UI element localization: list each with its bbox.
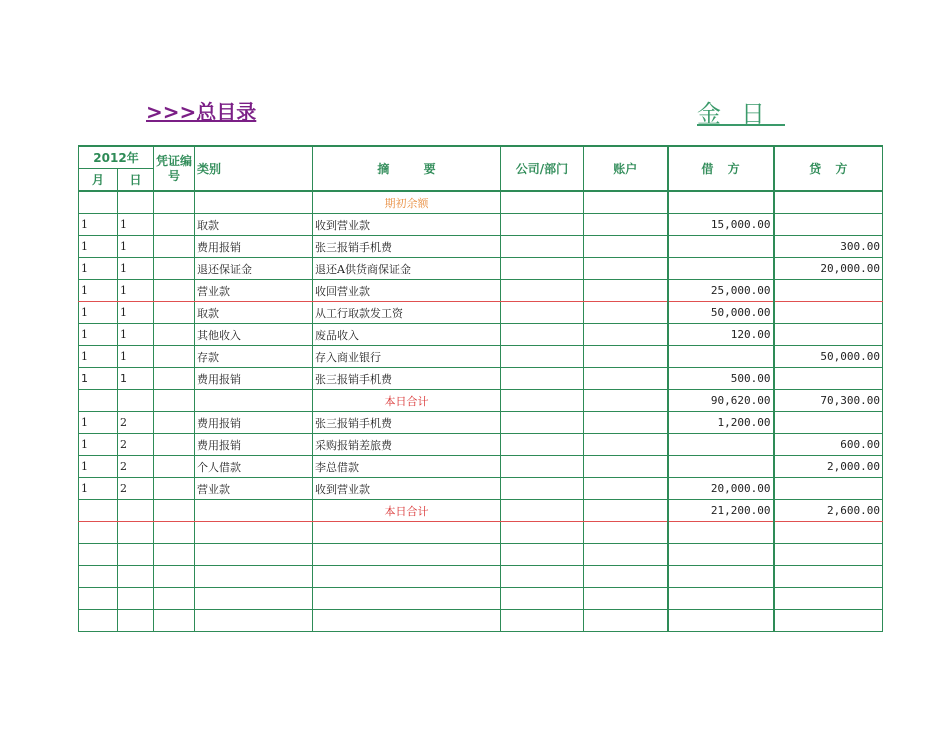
credit-header: 贷 方	[774, 146, 883, 191]
voucher-header: 凭证编号	[154, 146, 195, 191]
day-header: 日	[118, 169, 154, 192]
year-header: 2012年	[79, 146, 154, 169]
subtotal-debit[interactable]: 90,620.00	[668, 390, 774, 412]
table-row: 1 1 存款 存入商业银行 50,000.00	[79, 346, 883, 368]
opening-label[interactable]: 期初余额	[313, 191, 501, 214]
category-header: 类别	[195, 146, 313, 191]
table-row: 1 2 费用报销 张三报销手机费 1,200.00	[79, 412, 883, 434]
subtotal-label[interactable]: 本日合计	[313, 390, 501, 412]
debit-header: 借 方	[668, 146, 774, 191]
empty-row	[79, 544, 883, 566]
empty-row	[79, 566, 883, 588]
table-row: 1 1 取款 收到营业款 15,000.00	[79, 214, 883, 236]
subtotal-row	[79, 390, 883, 412]
ledger-table	[78, 145, 883, 632]
opening-row	[79, 191, 883, 214]
sheet-title: 金日	[697, 100, 785, 128]
table-row: 1 1 营业款 收回营业款 25,000.00	[79, 280, 883, 302]
empty-row	[79, 588, 883, 610]
account-header: 账户	[584, 146, 668, 191]
subtotal-row	[79, 500, 883, 522]
subtotal-label[interactable]: 本日合计	[313, 500, 501, 522]
summary-header: 摘 要	[313, 146, 501, 191]
table-row: 1 1 费用报销 张三报销手机费 500.00	[79, 368, 883, 390]
month-header: 月	[79, 169, 118, 192]
company-header: 公司/部门	[501, 146, 584, 191]
header-row-1	[79, 146, 883, 169]
subtotal-credit[interactable]: 70,300.00	[774, 390, 883, 412]
table-row: 1 1 退还保证金 退还A供货商保证金 20,000.00	[79, 258, 883, 280]
subtotal-debit[interactable]: 21,200.00	[668, 500, 774, 522]
table-row: 1 2 个人借款 李总借款 2,000.00	[79, 456, 883, 478]
table-row: 1 1 其他收入 废品收入 120.00	[79, 324, 883, 346]
table-row: 1 2 费用报销 采购报销差旅费 600.00	[79, 434, 883, 456]
table-row: 1 1 费用报销 张三报销手机费 300.00	[79, 236, 883, 258]
empty-row	[79, 522, 883, 544]
table-row: 1 1 取款 从工行取款发工资 50,000.00	[79, 302, 883, 324]
catalog-link[interactable]: >>>总目录	[146, 100, 257, 124]
subtotal-credit[interactable]: 2,600.00	[774, 500, 883, 522]
empty-row	[79, 610, 883, 632]
table-row: 1 2 营业款 收到营业款 20,000.00	[79, 478, 883, 500]
